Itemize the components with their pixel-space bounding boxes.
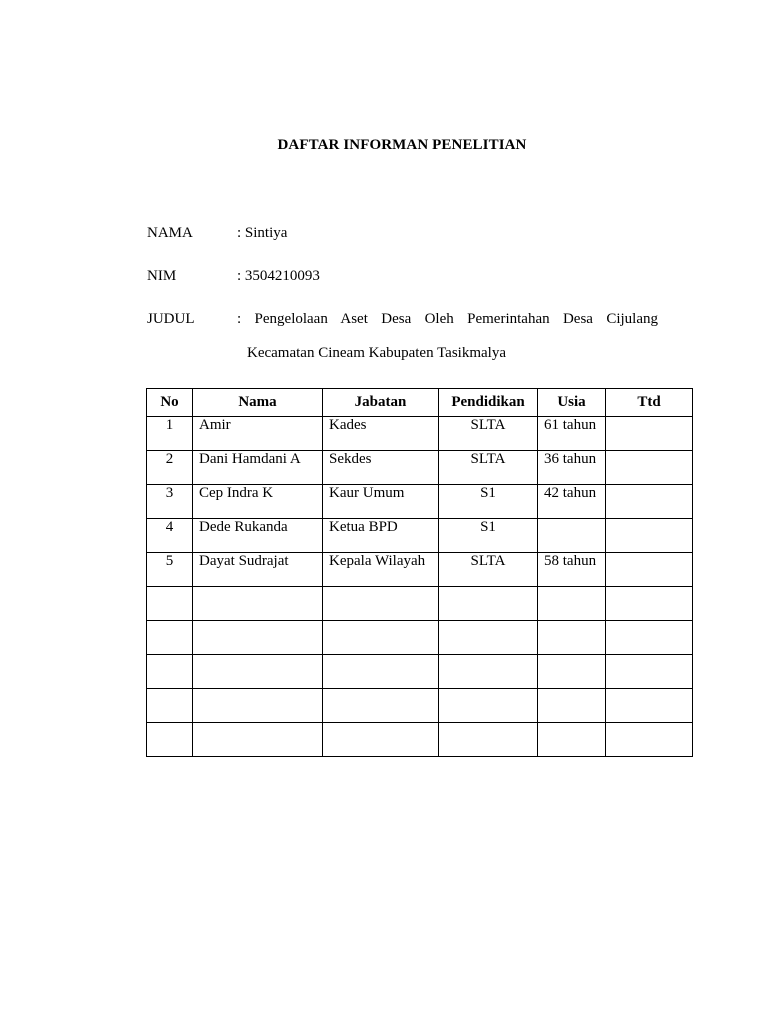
cell-nama: Dede Rukanda <box>193 519 323 553</box>
table-row <box>147 689 693 723</box>
header-nama: Nama <box>193 389 323 417</box>
cell-jabatan <box>323 621 439 655</box>
cell-nama: Cep Indra K <box>193 485 323 519</box>
nim-label: NIM <box>147 268 177 284</box>
cell-usia: 58 tahun <box>538 553 606 587</box>
cell-jabatan <box>323 689 439 723</box>
cell-ttd <box>606 723 693 757</box>
cell-pendidikan <box>439 587 538 621</box>
judul-label: JUDUL <box>147 311 195 327</box>
cell-pendidikan <box>439 723 538 757</box>
cell-pendidikan <box>439 655 538 689</box>
cell-no: 2 <box>147 451 193 485</box>
cell-ttd <box>606 485 693 519</box>
cell-pendidikan: S1 <box>439 519 538 553</box>
header-pendidikan: Pendidikan <box>439 389 538 417</box>
cell-usia <box>538 587 606 621</box>
cell-jabatan <box>323 587 439 621</box>
cell-nama: Amir <box>193 417 323 451</box>
cell-ttd <box>606 553 693 587</box>
cell-ttd <box>606 451 693 485</box>
table-header-row <box>147 389 693 417</box>
cell-usia <box>538 723 606 757</box>
nama-value: : Sintiya <box>237 225 288 241</box>
cell-nama: Dani Hamdani A <box>193 451 323 485</box>
cell-jabatan: Kaur Umum <box>323 485 439 519</box>
cell-pendidikan <box>439 621 538 655</box>
cell-jabatan <box>323 723 439 757</box>
cell-pendidikan: SLTA <box>439 417 538 451</box>
cell-usia: 61 tahun <box>538 417 606 451</box>
header-jabatan: Jabatan <box>323 389 439 417</box>
cell-ttd <box>606 655 693 689</box>
cell-jabatan: Sekdes <box>323 451 439 485</box>
cell-no <box>147 723 193 757</box>
cell-nama <box>193 655 323 689</box>
table-row <box>147 723 693 757</box>
cell-pendidikan <box>439 689 538 723</box>
table-row <box>147 587 693 621</box>
header-no: No <box>147 389 193 417</box>
table-row <box>147 451 693 485</box>
cell-pendidikan: SLTA <box>439 553 538 587</box>
cell-pendidikan: SLTA <box>439 451 538 485</box>
cell-ttd <box>606 519 693 553</box>
cell-no: 4 <box>147 519 193 553</box>
cell-no <box>147 587 193 621</box>
cell-ttd <box>606 587 693 621</box>
cell-ttd <box>606 689 693 723</box>
cell-nama <box>193 621 323 655</box>
cell-jabatan: Kades <box>323 417 439 451</box>
table-row <box>147 655 693 689</box>
table-row <box>147 553 693 587</box>
cell-usia <box>538 519 606 553</box>
cell-jabatan <box>323 655 439 689</box>
cell-ttd <box>606 621 693 655</box>
table-row <box>147 485 693 519</box>
table-row <box>147 417 693 451</box>
cell-pendidikan: S1 <box>439 485 538 519</box>
header-ttd: Ttd <box>606 389 693 417</box>
cell-no: 3 <box>147 485 193 519</box>
nama-label: NAMA <box>147 225 193 241</box>
cell-jabatan: Kepala Wilayah <box>323 553 439 587</box>
cell-no <box>147 689 193 723</box>
judul-value-line2: Kecamatan Cineam Kabupaten Tasikmalya <box>247 345 506 361</box>
judul-value-line1: : Pengelolaan Aset Desa Oleh Pemerintahan Desa Cijulang <box>237 311 658 327</box>
cell-no: 5 <box>147 553 193 587</box>
cell-nama: Dayat Sudrajat <box>193 553 323 587</box>
nim-value: : 3504210093 <box>237 268 320 284</box>
cell-nama <box>193 587 323 621</box>
cell-usia <box>538 655 606 689</box>
informan-table <box>146 388 693 757</box>
cell-no <box>147 655 193 689</box>
cell-usia <box>538 689 606 723</box>
cell-no: 1 <box>147 417 193 451</box>
cell-usia <box>538 621 606 655</box>
table-row <box>147 621 693 655</box>
cell-ttd <box>606 417 693 451</box>
cell-nama <box>193 723 323 757</box>
header-usia: Usia <box>538 389 606 417</box>
cell-no <box>147 621 193 655</box>
cell-usia: 36 tahun <box>538 451 606 485</box>
cell-jabatan: Ketua BPD <box>323 519 439 553</box>
page-title: DAFTAR INFORMAN PENELITIAN <box>277 137 527 153</box>
table-row <box>147 519 693 553</box>
cell-nama <box>193 689 323 723</box>
cell-usia: 42 tahun <box>538 485 606 519</box>
